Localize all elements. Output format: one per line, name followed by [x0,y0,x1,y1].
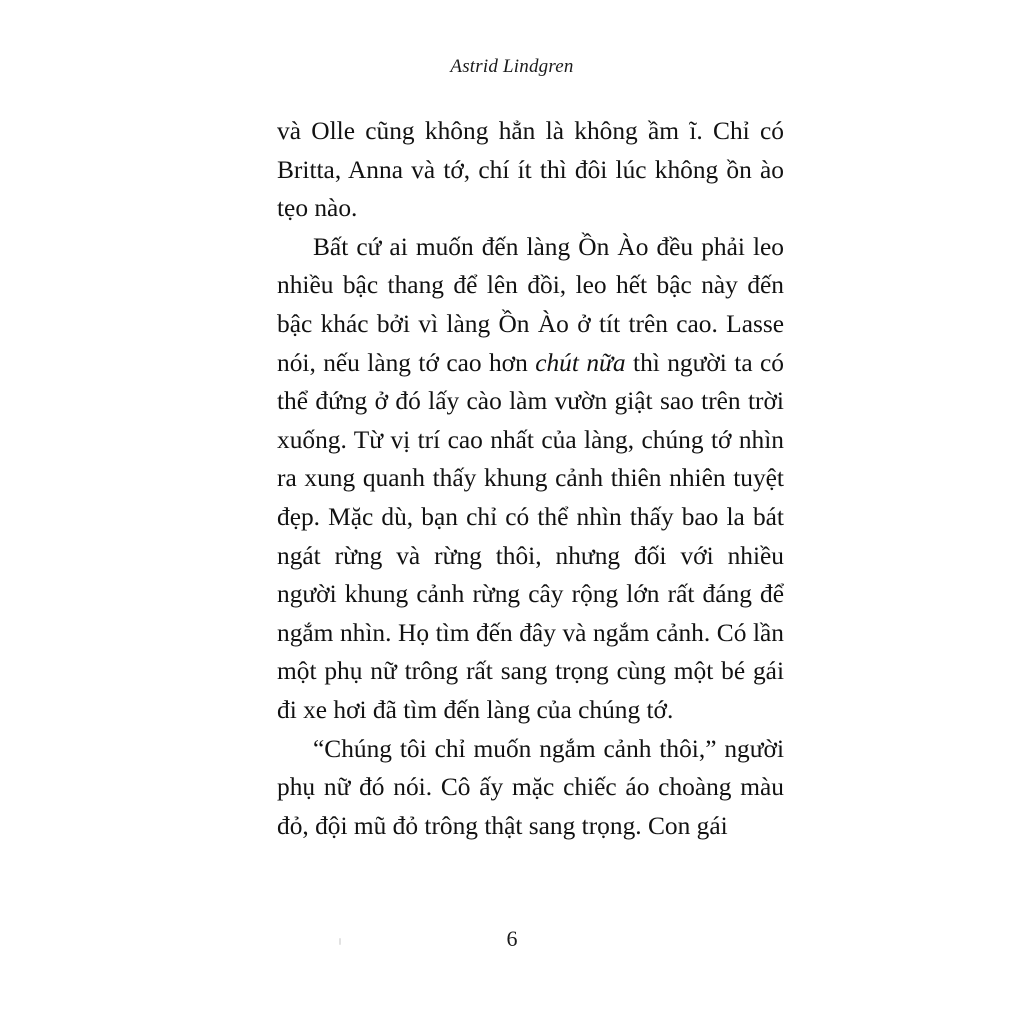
paragraph-text: Bất cứ ai muốn đến làng Ồn Ào đều phải leo nhiều bậc thang để lên đồi, leo hết bậc này đến bậc khác bởi vì làng Ồn Ào ở tít trên cao. Lasse nói, nếu làng tớ cao hơn [277,232,784,377]
running-head: Astrid Lindgren [450,56,574,77]
paragraph [277,112,784,228]
paragraph [277,730,784,846]
body-text-block [277,112,784,845]
paragraph-text: “Chúng tôi chỉ muốn ngắm cảnh thôi,” người phụ nữ đó nói. Cô ấy mặc chiếc áo choàng màu đỏ, đội mũ đỏ trông thật sang trọng. Con gái [277,734,784,840]
page-number: 6 [506,926,518,951]
paragraph-text: thì người ta có thể đứng ở đó lấy cào làm vườn giật sao trên trời xuống. Từ vị trí cao nhất của làng, chúng tớ nhìn ra xung quanh thấy khung cảnh thiên nhiên tuyệt đẹp. Mặc dù, bạn chỉ có thể nhìn thấy bao la bát ngát rừng và rừng thôi, nhưng đối với nhiều người khung cảnh rừng cây rộng lớn rất đáng để ngắm nhìn. Họ tìm đến đây và ngắm cảnh. Có lần một phụ nữ trông rất sang trọng cùng một bé gái đi xe hơi đã tìm đến làng của chúng tớ. [277,348,784,724]
paragraph [277,228,784,730]
emphasis-text: chút nữa [535,348,626,377]
paragraph-text: và Olle cũng không hẳn là không ầm ĩ. Chỉ có Britta, Anna và tớ, chí ít thì đôi lúc không ồn ào tẹo nào. [277,117,784,223]
